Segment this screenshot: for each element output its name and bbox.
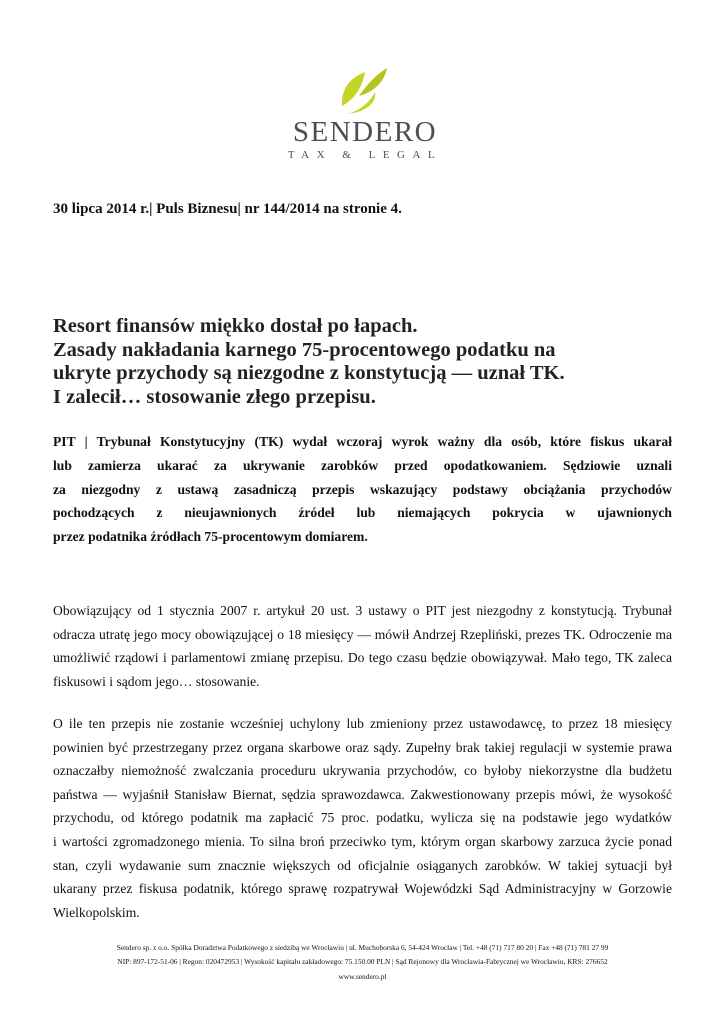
paragraph-line: państwa — wyjaśnił Stanisław Biernat, sędzia sprawozdawca. Zakwestionowany przepis mówi, że wysokość [53,786,672,802]
logo-name: SENDERO [292,116,438,148]
paragraph-line: przychodu, od którego podatnik ma zapłacić 75 proc. podatku, wylicza się na podstawie jego wydatków [53,810,672,826]
paragraph-line: umożliwić rządowi i parlamentowi zmianę przepisu. Do tego czasu będzie obowiązywał. Mało tego, TK zaleca [53,650,672,666]
leaf-logo-icon [339,66,389,118]
footer-website-link[interactable]: www.sendero.pl [338,971,387,981]
lead-line: pochodzących z nieujawnionych źródeł lub niemających pokrycia w ujawnionych [53,505,672,521]
lead-line: lub zamierza ukarać za ukrywanie zarobków przed opodatkowaniem. Sędziowie uznali [53,457,672,473]
article-headline [53,315,673,409]
paragraph-line: odracza utratę jego mocy obowiązującej o 18 miesięcy — mówił Andrzej Rzepliński, prezes TK. Odroczenie ma [53,626,672,642]
lead-line: za niezgodny z ustawą zasadniczą przepis wskazujący podstawy obciążania przychodów [53,481,672,497]
publication-source: 30 lipca 2014 r.| Puls Biznesu| nr 144/2014 na stronie 4. [53,201,402,217]
paragraph-line: Wielkopolskim. [53,904,140,920]
article-paragraph [53,712,672,924]
paragraph-line: ukarany przez fiskusa podatnik, którego sprawę rozpatrywał Wojewódzki Sąd Administracyjny w Gorzowie [53,881,672,897]
paragraph-line: oznaczałby niemożność zwalczania proceduru ukrywania przychodów, co byłoby niekorzystne dla budżetu [53,763,672,779]
lead-line: przez podatnika źródłach 75-procentowym domiarem. [53,529,368,545]
paragraph-line: i wartości zgromadzonego mienia. To silna broń przeciwko tym, którym organ skarbowy zarzuca życie ponad [53,833,672,849]
paragraph-line: stan, czyli wydawanie sum znacznie większych od oficjalnie osiąganych zarobków. W takiej sytuacji był [53,857,672,873]
paragraph-line: Obowiązujący od 1 stycznia 2007 r. artykuł 20 ust. 3 ustawy o PIT jest niezgodny z konstytucją. Trybunał [53,603,672,618]
footer-address: Sendero sp. z o.o. Spółka Doradztwa Podatkowego z siedzibą we Wrocławiu | ul. Muchoborska 6, 54-424 Wrocław | Tel. +48 (71) 717 80 20 | Fax +48 (71) 781 27 99 [116,943,609,952]
footer-registration: NIP: 897-172-51-06 | Regon: 020472953 | Wysokość kapitału zakładowego: 75.150.00 PLN | Sąd Rejonowy dla Wrocławia-Fabrycznej we Wrocławiu, KRS: 276652 [117,957,608,967]
page-footer [30,941,695,984]
paragraph-line: powinien być przestrzegany przez organa skarbowe oraz sądy. Zupełny brak takiej regulacji w systemie prawa [53,739,672,755]
paragraph-line: fiskusowi i sądom jego… stosowanie. [53,673,260,689]
article-lead [53,430,672,549]
sendero-logo [284,66,446,164]
paragraph-line: O ile ten przepis nie zostanie wcześniej uchylony lub zmieniony przez ustawodawcę, to przez 18 miesięcy [53,716,672,731]
headline-line: Zasady nakładania karnego 75-procentowego podatku na [53,338,556,361]
article-paragraph [53,599,672,693]
headline-line: I zalecił… stosowanie złego przepisu. [53,385,376,408]
headline-line: ukryte przychody są niezgodne z konstytucją — uznał TK. [53,362,565,384]
headline-line: Resort finansów miękko dostał po łapach. [53,315,418,337]
lead-line: PIT | Trybunał Konstytucyjny (TK) wydał wczoraj wyrok ważny dla osób, które fiskus ukarał [53,434,672,449]
logo-subtitle: TAX & LEGAL [287,149,443,161]
